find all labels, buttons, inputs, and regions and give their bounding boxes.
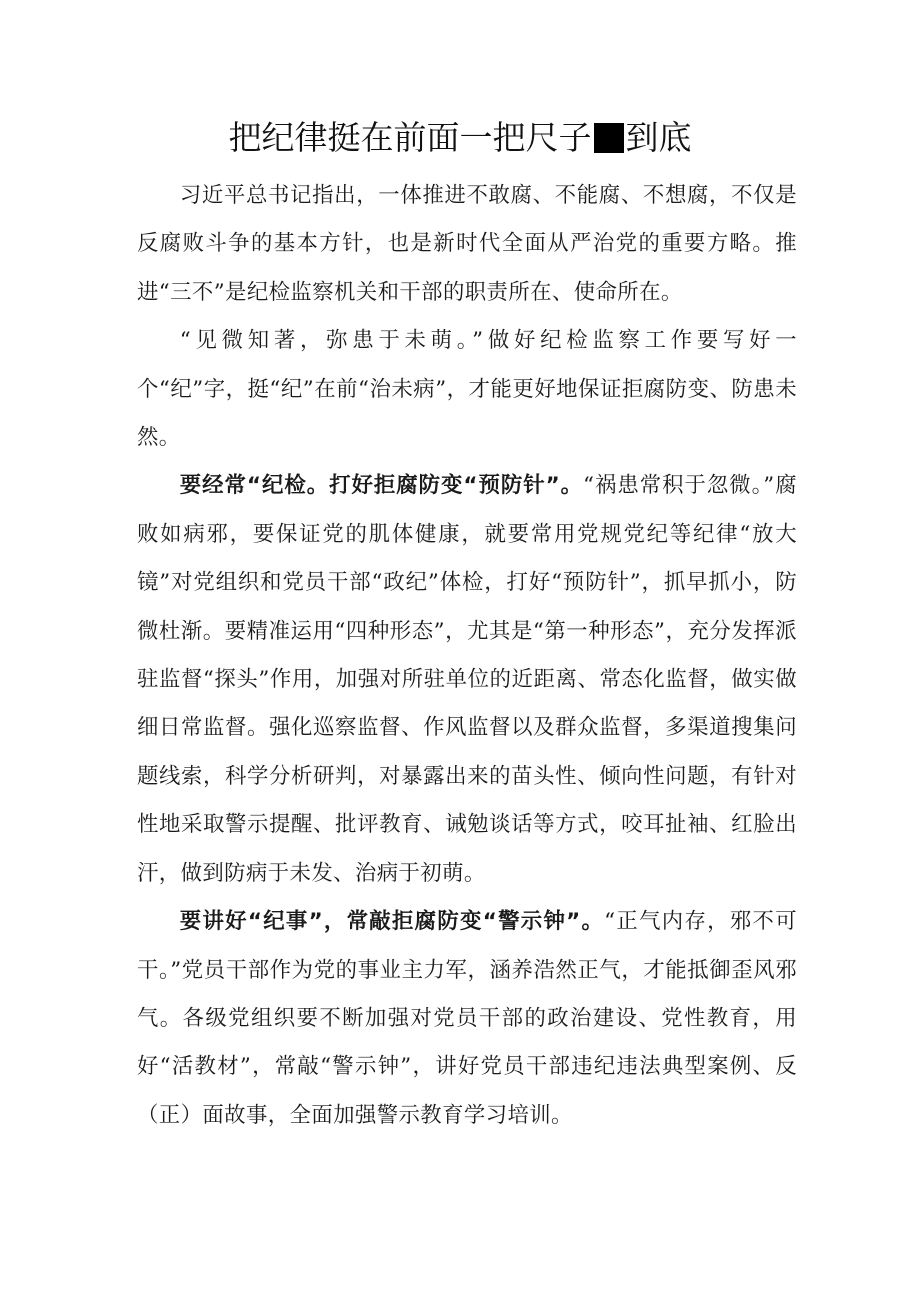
title-text-part1: 把纪律挺在前面一把尺子 [228,118,592,157]
paragraph-text: “正气内存，邪不可干。”党员干部作为党的事业主力军，涵养浩然正气，才能抵御歪风邪气。各级党组织要不断加强对党员干部的政治建设、党性教育，用好“活教材”，常敲“警示钟”，讲好党员干部违纪违法典型案例、反（正）面故事，全面加强警示教育学习培训。 [137,909,797,1128]
paragraph-text: 习近平总书记指出，一体推进不敢腐、不能腐、不想腐，不仅是反腐败斗争的基本方针，也是新时代全面从严治党的重要方略。推进“三不”是纪检监察机关和干部的职责所在、使命所在。 [137,183,797,305]
redaction-block [594,123,624,153]
paragraph [137,462,797,898]
document-body [137,172,797,1140]
paragraph [137,172,797,317]
paragraph-lead-heading: 要讲好“纪事”，常敲拒腐防变“警示钟”。 [179,909,605,935]
title-text-part2: 到底 [625,118,692,157]
paragraph-text: “见微知著，弥患于未萌。”做好纪检监察工作要写好一个“纪”字，挺“纪”在前“治未病”，才能更好地保证拒腐防变、防患未然。 [137,328,797,451]
paragraph [137,898,797,1140]
paragraph-text: “祸患常积于忽微。”腐败如病邪，要保证党的肌体健康，就要常用党规党纪等纪律“放大镜”对党组织和党员干部“政纪”体检，打好“预防针”，抓早抓小，防微杜渐。要精准运用“四种形态”，尤其是“第一种形态”，充分发挥派驻监督“探头”作用，加强对所驻单位的近距离、常态化监督，做实做细日常监督。强化巡察监督、作风监督以及群众监督，多渠道搜集问题线索，科学分析研判，对暴露出来的苗头性、倾向性问题，有针对性地采取警示提醒、批评教育、诫勉谈话等方式，咬耳扯袖、红脸出汗，做到防病于未发、治病于初萌。 [137,473,797,886]
document-title [0,112,920,164]
paragraph-lead-heading: 要经常“纪检。打好拒腐防变“预防针”。 [179,473,584,499]
paragraph [137,317,797,462]
